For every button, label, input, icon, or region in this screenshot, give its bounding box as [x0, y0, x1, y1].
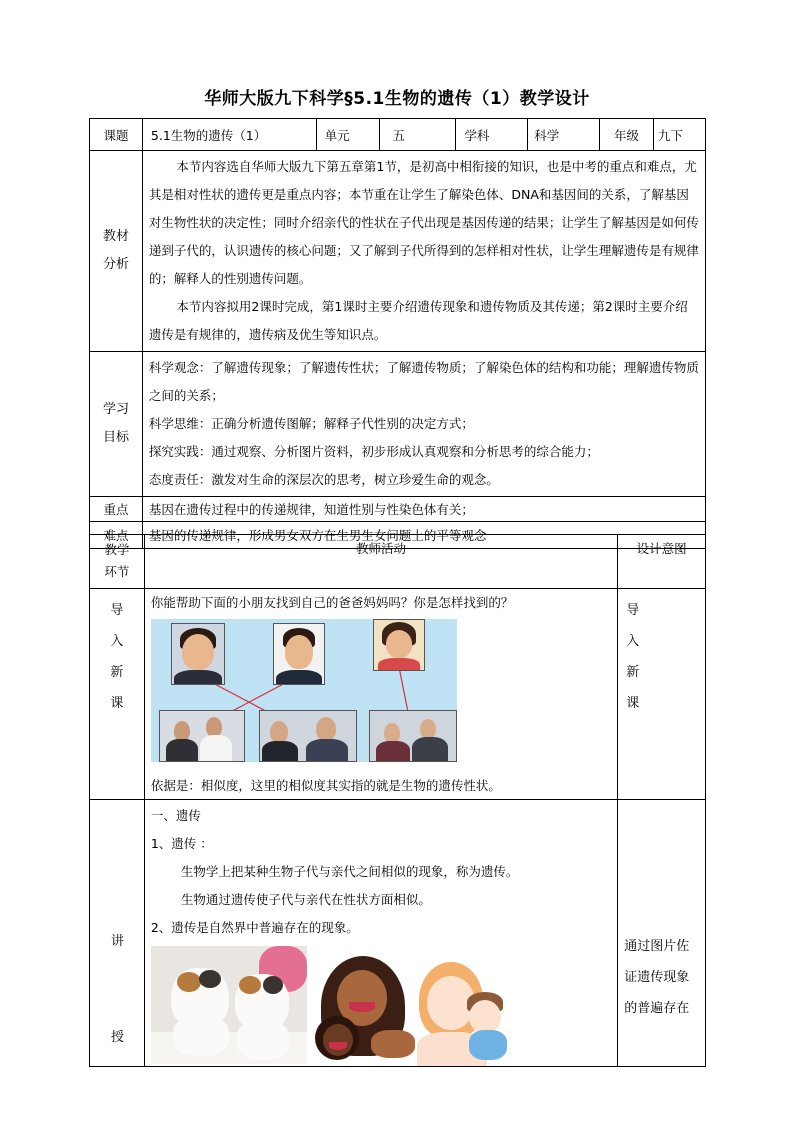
unit-value: 五 — [380, 119, 456, 151]
course-value: 5.1生物的遗传（1） — [142, 119, 316, 151]
parents-photo-3 — [369, 710, 457, 762]
intro-question: 你能帮助下面的小朋友找到自己的爸爸妈妈吗？你是怎样找到的？ — [150, 595, 514, 610]
teacher-activity-header: 教师活动 — [144, 535, 617, 589]
key-point-row — [90, 497, 706, 522]
mother-son-illustration — [417, 962, 521, 1066]
family-matching-figure — [151, 619, 457, 762]
analysis-content — [142, 151, 705, 352]
lecture-explanation: 生物通过遗传使子代与亲代在性状方面相似。 — [180, 892, 431, 907]
lecture-content — [144, 800, 617, 1067]
course-label: 课题 — [90, 119, 143, 151]
parents-photo-1 — [159, 710, 245, 762]
intro-content — [144, 589, 617, 800]
difficulty-text: 基因的传递规律，形成男女双方在生男生女问题上的平等观念 — [142, 522, 705, 549]
objective-item: 探究实践：通过观察、分析图片资料，初步形成认真观察和分析思考的综合能力； — [148, 444, 599, 459]
info-row — [90, 119, 706, 151]
grade-value: 九下 — [654, 119, 706, 151]
objectives-label: 学习 目标 — [90, 352, 143, 497]
intro-row — [90, 589, 706, 800]
stage-header: 教学 环节 — [90, 535, 145, 589]
subject-value: 科学 — [528, 119, 600, 151]
lecture-heading-1: 一、遗传 — [150, 808, 201, 823]
process-header-row — [90, 535, 706, 589]
lesson-info-table — [89, 118, 706, 549]
lecture-heading-3: 2、遗传是自然界中普遍存在的现象。 — [150, 920, 359, 935]
key-point-label: 重点 — [90, 497, 143, 522]
parents-photo-2 — [259, 710, 357, 762]
lecture-definition: 生物学上把某种生物子代与亲代之间相似的现象，称为遗传。 — [180, 864, 519, 879]
lecture-stage: 讲 授 — [90, 800, 145, 1067]
analysis-paragraph-2: 本节内容拟用2课时完成，第1课时主要介绍遗传现象和遗传物质及其传递；第2课时主要介绍遗传是有规律的，遗传病及优生等知识点。 — [148, 299, 688, 342]
key-point-text: 基因在遗传过程中的传递规律，知道性别与性染色体有关； — [142, 497, 705, 522]
mother-daughter-illustration — [315, 956, 427, 1066]
child-photo-2 — [273, 623, 325, 685]
design-intent-header: 设计意图 — [618, 535, 706, 589]
analysis-label: 教材 分析 — [90, 151, 143, 352]
unit-label: 单元 — [316, 119, 380, 151]
intro-answer: 依据是：相似度，这里的相似度其实指的就是生物的遗传性状。 — [150, 778, 501, 793]
child-photo-1 — [171, 623, 225, 685]
lecture-heading-2: 1、遗传 ： — [150, 836, 213, 851]
intro-stage: 导 入 新 课 — [90, 589, 145, 800]
teaching-process-table — [89, 534, 706, 1067]
subject-label: 学科 — [456, 119, 528, 151]
lecture-row — [90, 800, 706, 1067]
objective-item: 态度责任：激发对生命的深层次的思考，树立珍爱生命的观念。 — [148, 472, 499, 487]
objectives-row — [90, 352, 706, 497]
objectives-content — [142, 352, 705, 497]
heredity-examples-figure — [151, 944, 611, 1066]
objective-item: 科学思维：正确分析遗传图解；解释子代性别的决定方式； — [148, 416, 474, 431]
objective-item: 科学观念：了解遗传现象；了解遗传性状；了解遗传物质；了解染色体的结构和功能；理解遗传物质之间的关系； — [148, 360, 699, 403]
grade-label: 年级 — [600, 119, 654, 151]
kittens-photo — [151, 946, 307, 1064]
difficulty-label: 难点 — [90, 522, 143, 549]
child-photo-3 — [373, 619, 425, 671]
lecture-intent: 通过图片佐 证遗传现象 的普遍存在 — [618, 800, 706, 1067]
analysis-row — [90, 151, 706, 352]
document-title: 华师大版九下科学§5.1生物的遗传（1）教学设计 — [204, 89, 590, 109]
intro-intent: 导 入 新 课 — [618, 589, 706, 800]
analysis-paragraph-1: 本节内容选自华师大版九下第五章第1节，是初高中相衔接的知识，也是中考的重点和难点，尤其是相对性状的遗传更是重点内容；本节重在让学生了解染色体、DNA和基因间的关系，了解基因对生物性状的决定性；同时介绍亲代的性状在子代出现是基因传递的结果；让学生了解基因是如何传递到子代的，认识遗传的核心问题；又了解到子代所得到的怎样相对性状，让学生理解遗传是有规律的；解释人的性别遗传问题。 — [148, 159, 699, 286]
